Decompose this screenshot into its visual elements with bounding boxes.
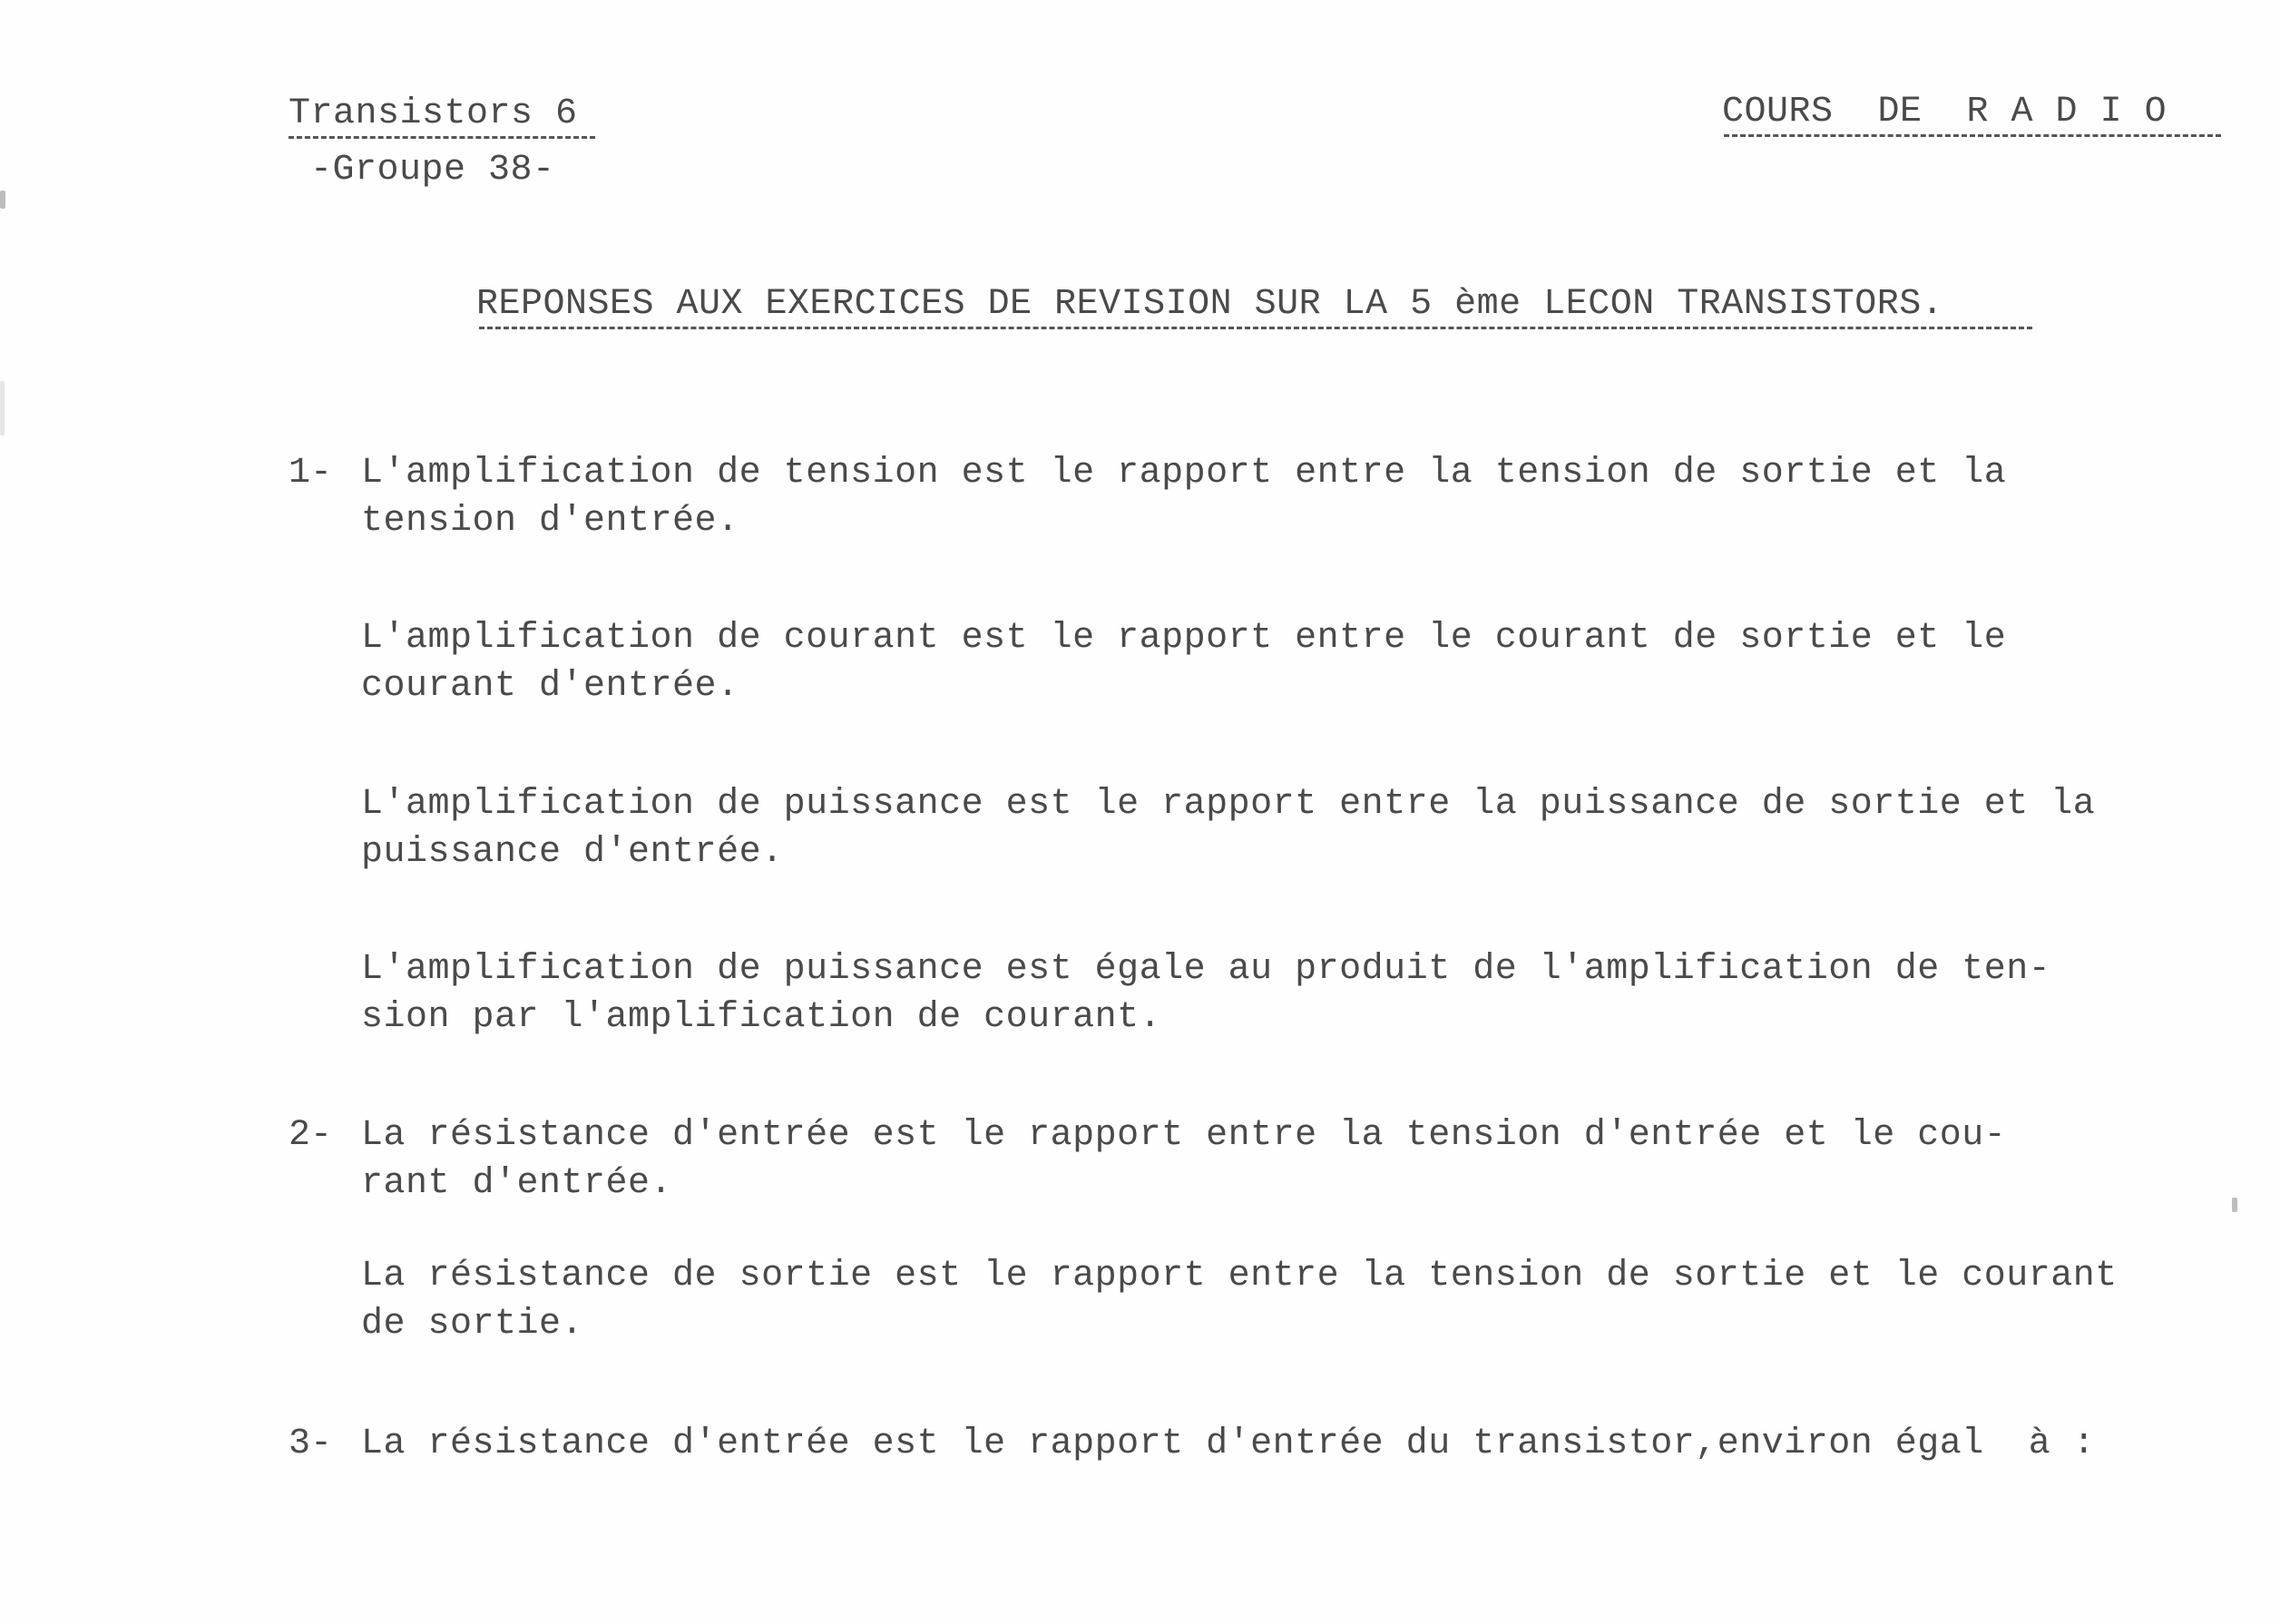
answer-1b-line-1: L'amplification de courant est le rapport entre le courant de sortie et le <box>361 618 2007 659</box>
answer-1c-line-1: L'amplification de puissance est le rapport entre la puissance de sortie et la <box>361 784 2096 825</box>
answer-1-line-2: tension d'entrée. <box>361 501 739 542</box>
header-right-title: COURS DE R A D I O <box>1722 92 2167 132</box>
answer-2-line-2: rant d'entrée. <box>361 1163 673 1204</box>
answer-1-line-1: L'amplification de tension est le rapport entre la tension de sortie et la <box>361 453 2007 494</box>
scan-mark <box>0 191 5 209</box>
page-title: REPONSES AUX EXERCICES DE REVISION SUR LA 5 ème LECON TRANSISTORS. <box>476 284 1944 325</box>
answer-1d-line-2: sion par l'amplification de courant. <box>361 997 1162 1038</box>
answer-1c-line-2: puissance d'entrée. <box>361 832 784 873</box>
scan-mark <box>0 381 5 435</box>
header-right-underline <box>1724 134 2221 137</box>
answer-1d-line-1: L'amplification de puissance est égale au produit de l'amplification de ten- <box>361 949 2051 990</box>
header-group-label: -Groupe 38- <box>310 150 555 191</box>
header-left-underline <box>289 136 595 139</box>
answer-number-2: 2- <box>289 1115 333 1156</box>
answer-number-1: 1- <box>289 453 333 494</box>
answer-1b-line-2: courant d'entrée. <box>361 666 739 707</box>
title-underline <box>479 327 2032 329</box>
scan-mark <box>2232 1198 2237 1212</box>
header-left-title: Transistors 6 <box>289 93 578 134</box>
answer-2-line-1: La résistance d'entrée est le rapport entre la tension d'entrée et le cou- <box>361 1115 2007 1156</box>
answer-2b-line-1: La résistance de sortie est le rapport entre la tension de sortie et le courant <box>361 1256 2118 1296</box>
answer-number-3: 3- <box>289 1423 333 1464</box>
answer-3-line-1: La résistance d'entrée est le rapport d'entrée du transistor,environ égal à : <box>361 1423 2096 1464</box>
answer-2b-line-2: de sortie. <box>361 1304 584 1345</box>
